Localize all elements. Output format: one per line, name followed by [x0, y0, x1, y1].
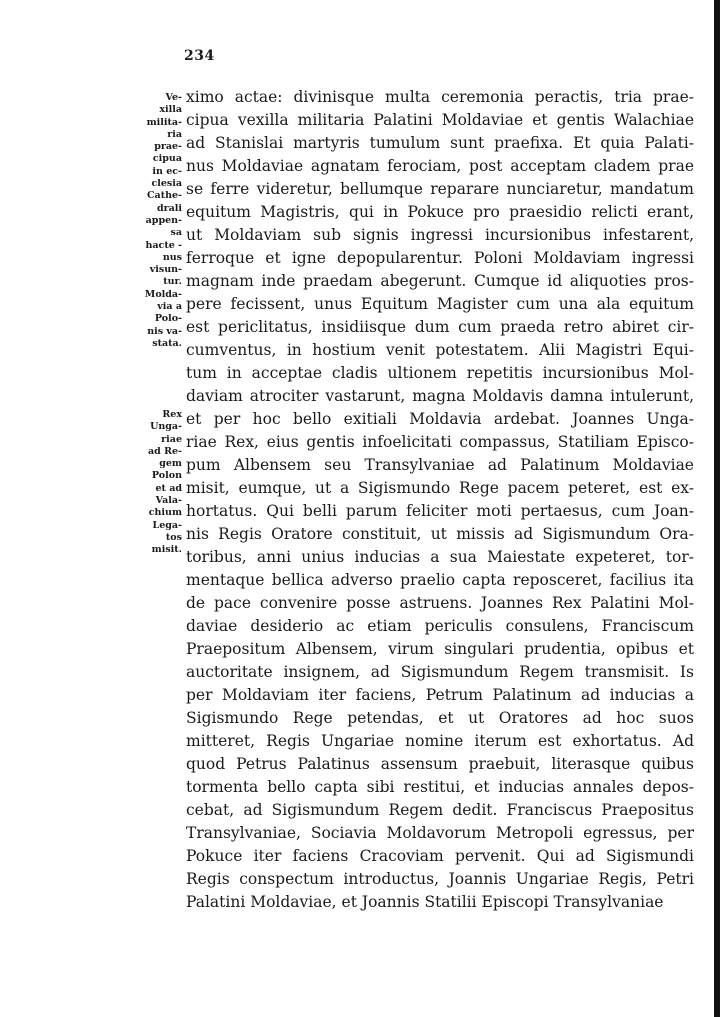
text-line: ferroque et igne depopularentur. Poloni Moldaviam ingressi: [186, 249, 694, 267]
margin-note-line: tos: [165, 531, 182, 543]
text-line: tormenta bello capta sibi restitui, et inducias annales depos-: [186, 778, 694, 796]
text-line: Praepositum Albensem, virum singulari prudentia, opibus et: [186, 640, 694, 658]
margin-note-line: Polo-: [154, 313, 182, 325]
margin-note-line: Vala-: [155, 495, 182, 507]
text-line: daviae desiderio ac etiam periculis consulens, Franciscum: [186, 617, 694, 635]
margin-note-line: nis va-: [147, 325, 182, 337]
text-line: cebat, ad Sigismundum Regem dedit. Franciscus Praepositus: [186, 801, 694, 819]
margin-note-line: visun-: [149, 264, 182, 276]
page-number: 234: [184, 48, 215, 64]
margin-note-line: Lega-: [152, 519, 182, 531]
text-line: cipua vexilla militaria Palatini Moldaviae et gentis Walachiae: [186, 111, 694, 129]
margin-note-line: xilla: [159, 104, 182, 116]
text-line: et per hoc bello exitiali Moldavia ardebat. Joannes Unga-: [186, 410, 694, 428]
text-line: Palatini Moldaviae, et Joannis Statilii Episcopi Transylvaniae: [186, 893, 664, 911]
margin-note-line: cipua: [152, 153, 182, 165]
text-line: de pace convenire posse astruens. Joannes Rex Palatini Mol-: [186, 594, 694, 612]
text-line: ut Moldaviam sub signis ingressi incursionibus infestarent,: [186, 226, 694, 244]
text-line: ximo actae: divinisque multa ceremonia peractis, tria prae-: [186, 88, 694, 106]
margin-note-line: prae-: [154, 141, 182, 153]
margin-note-line: misit.: [151, 544, 182, 556]
margin-note-line: sa: [170, 227, 182, 239]
text-line: Sigismundo Rege petendas, et ut Oratores ad hoc suos: [186, 709, 694, 727]
margin-note-line: et ad: [155, 482, 182, 494]
text-line: Transylvaniae, Sociavia Moldavorum Metropoli egressus, per: [186, 824, 694, 842]
text-line: riae Rex, eius gentis infoelicitati compassus, Statiliam Episco-: [186, 433, 694, 451]
margin-note-line: tur.: [163, 276, 182, 288]
margin-note-line: ad Re-: [148, 445, 182, 457]
text-line: Pokuce iter faciens Cracoviam pervenit. Qui ad Sigismundi: [186, 847, 694, 865]
margin-note-line: Molda-: [144, 288, 182, 300]
text-line: nis Regis Oratore constituit, ut missis ad Sigismundum Ora-: [186, 525, 694, 543]
text-line: pere fecissent, unus Equitum Magister cum una ala equitum: [186, 295, 694, 313]
text-line: nus Moldaviae agnatam ferociam, post acceptam cladem prae: [186, 157, 694, 175]
text-line: quod Petrus Palatinus assensum praebuit, literasque quibus: [186, 755, 694, 773]
margin-note-line: riae: [161, 433, 182, 445]
margin-note-line: via a: [157, 301, 182, 313]
text-line: misit, eumque, ut a Sigismundo Rege pacem peteret, est ex-: [186, 479, 694, 497]
text-line: auctoritate insignem, ad Sigismundum Regem transmisit. Is: [186, 663, 694, 681]
margin-note-line: Rex: [162, 409, 182, 420]
margin-note-line: chium: [148, 507, 182, 519]
margin-note-line: appen-: [145, 214, 182, 226]
text-line: ad Stanislai martyris tumulum sunt praefixa. Et quia Palati-: [186, 134, 694, 152]
margin-note-line: stata.: [152, 337, 182, 349]
margin-note-line: Cathe-: [147, 190, 182, 202]
text-line: mentaque bellica adverso praelio capta reposceret, facilius ita: [186, 571, 694, 589]
margin-note-line: hacte -: [145, 239, 182, 251]
margin-note-line: ria: [167, 128, 182, 140]
margin-note-line: milita-: [146, 116, 182, 128]
margin-note-line: Ve-: [165, 92, 182, 103]
text-line: Regis conspectum introductus, Joannis Ungariae Regis, Petri: [186, 870, 694, 888]
text-line: equitum Magistris, qui in Pokuce pro praesidio relicti erant,: [186, 203, 694, 221]
margin-note-line: gem: [159, 458, 182, 470]
text-line: se ferre videretur, bellumque reparare nunciaretur, mandatum: [186, 180, 694, 198]
text-line: per Moldaviam iter faciens, Petrum Palatinum ad inducias a: [186, 686, 694, 704]
text-line: daviam atrociter vastarunt, magna Moldavis damna intulerunt,: [186, 387, 694, 405]
margin-note-line: clesia: [151, 178, 182, 190]
margin-note-line: nus: [162, 251, 182, 263]
text-line: cumventus, in hostium venit potestatem. Alii Magistri Equi-: [186, 341, 694, 359]
margin-note-line: Unga-: [150, 421, 182, 433]
text-line: mitteret, Regis Ungariae nomine iterum est exhortatus. Ad: [186, 732, 694, 750]
text-line: est periclitatus, insidiisque dum cum praeda retro abiret cir-: [186, 318, 694, 336]
margin-note-line: Polon: [151, 470, 182, 482]
body-text: [186, 86, 694, 914]
margin-note-line: in ec-: [152, 165, 182, 177]
margin-note-vexilla: [110, 92, 182, 350]
text-line: toribus, anni unius inducias a sua Maiestate expeteret, tor-: [186, 548, 694, 566]
margin-note-line: drali: [156, 202, 182, 214]
text-line: tum in acceptae cladis ultionem repetitis incursionibus Mol-: [186, 364, 694, 382]
margin-note-rex-ungariae: [110, 409, 182, 557]
text-line: magnam inde praedam abegerunt. Cumque id aliquoties pros-: [186, 272, 694, 290]
text-line: pum Albensem seu Transylvaniae ad Palatinum Moldaviae: [186, 456, 694, 474]
text-line: hortatus. Qui belli parum feliciter moti pertaesus, cum Joan-: [186, 502, 694, 520]
page-edge-shadow: [714, 0, 720, 1017]
